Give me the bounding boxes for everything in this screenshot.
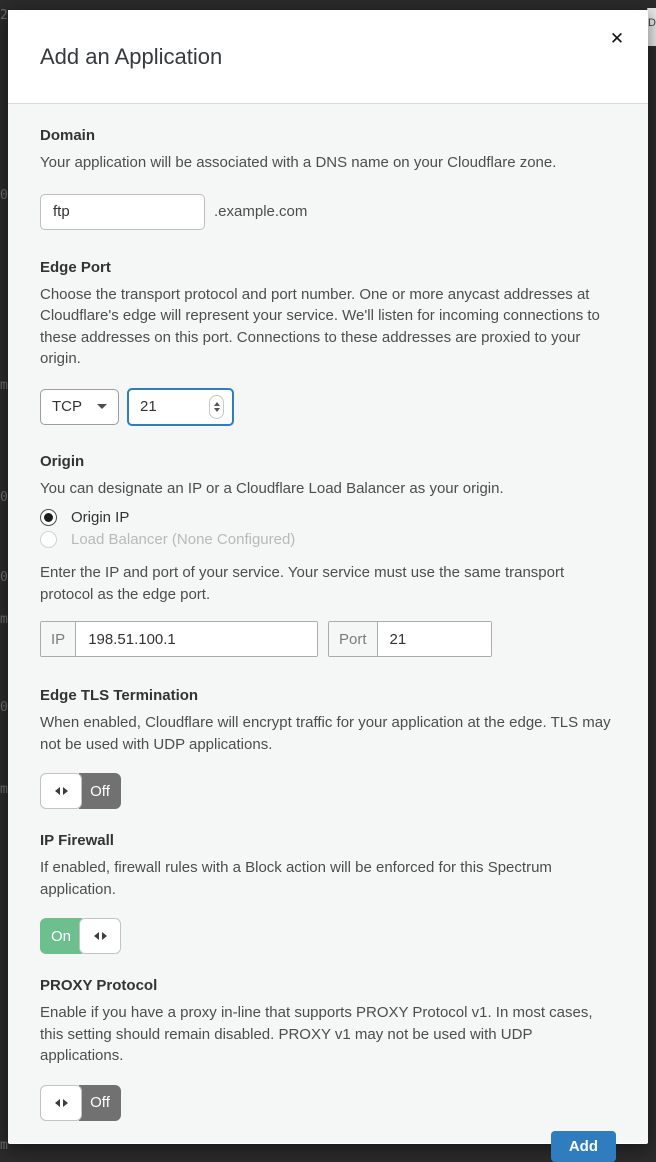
edge-tls-description: When enabled, Cloudflare will encrypt traffic for your application at the edge. TLS may not be used with UDP applications.	[40, 714, 611, 753]
background-text-fragment: 0	[0, 490, 8, 505]
subdomain-input[interactable]	[40, 194, 205, 230]
origin-ip-field[interactable]	[40, 621, 318, 657]
domain-input-row	[40, 194, 616, 230]
radio-disabled-icon	[40, 531, 57, 548]
arrow-left-icon	[94, 932, 99, 940]
add-button[interactable]: Add	[551, 1131, 616, 1162]
arrow-right-icon	[63, 787, 68, 795]
origin-description: You can designate an IP or a Cloudflare Load Balancer as your origin.	[40, 479, 504, 497]
edge-port-label: Edge Port	[40, 258, 111, 276]
arrow-left-icon	[55, 1099, 60, 1107]
radio-load-balancer-label: Load Balancer (None Configured)	[71, 531, 296, 548]
origin-port-value[interactable]: 21	[378, 622, 491, 656]
protocol-selected-value: TCP	[52, 398, 82, 415]
radio-selected-icon[interactable]	[40, 509, 57, 526]
edge-port-description: Choose the transport protocol and port number. One or more anycast addresses at Cloudflare's edge will represent your service. We'll listen for incoming connections to these addresses on this port. Connections to these addresses are proxied to your origin.	[40, 285, 600, 367]
origin-label: Origin	[40, 452, 85, 470]
modal-body	[8, 104, 648, 1155]
arrow-right-icon	[63, 1099, 68, 1107]
domain-description: Your application will be associated with a DNS name on your Cloudflare zone.	[40, 154, 557, 171]
section-ip-firewall	[40, 831, 616, 954]
domain-label: Domain	[40, 127, 96, 144]
modal-title: Add an Application	[40, 44, 223, 69]
ip-prefix-label: IP	[41, 622, 76, 656]
radio-dot	[44, 513, 53, 522]
protocol-select[interactable]	[40, 389, 119, 425]
edge-port-value: 21	[140, 398, 157, 415]
section-proxy-protocol	[40, 976, 616, 1121]
proxy-protocol-toggle[interactable]	[40, 1085, 121, 1121]
ip-firewall-description: If enabled, firewall rules with a Block action will be enforced for this Spectrum application.	[40, 859, 552, 898]
origin-ip-description: Enter the IP and port of your service. Your service must use the same transport protocol as the edge port.	[40, 564, 565, 603]
radio-origin-ip[interactable]	[40, 509, 616, 526]
origin-port-field[interactable]	[328, 621, 492, 657]
toggle-knob-arrows-icon[interactable]	[40, 1085, 82, 1121]
background-text-fragment: 0	[0, 570, 8, 585]
background-text-fragment: m	[0, 612, 8, 627]
stepper-up-icon[interactable]	[214, 402, 220, 406]
background-text-fragment: 2	[0, 8, 8, 23]
background-page-sliver: D	[647, 8, 656, 46]
background-text-fragment: 0	[0, 188, 8, 203]
port-prefix-label: Port	[329, 622, 378, 656]
background-text-fragment: m	[0, 378, 8, 393]
edge-tls-toggle[interactable]	[40, 773, 121, 809]
domain-suffix: .example.com	[214, 203, 308, 220]
modal-footer	[40, 1131, 616, 1162]
background-text-fragment: 0	[0, 700, 8, 715]
edge-port-input[interactable]	[127, 388, 234, 426]
close-icon[interactable]: ✕	[609, 29, 625, 48]
toggle-knob-arrows-icon[interactable]	[79, 918, 121, 954]
edge-tls-toggle-state: Off	[79, 773, 121, 809]
section-edge-port	[40, 258, 616, 426]
section-domain	[40, 126, 616, 230]
ip-firewall-toggle-state: On	[40, 918, 82, 954]
edge-port-controls	[40, 388, 616, 426]
ip-firewall-toggle[interactable]	[40, 918, 121, 954]
section-edge-tls	[40, 686, 616, 809]
edge-tls-label: Edge TLS Termination	[40, 687, 199, 704]
stepper-down-icon[interactable]	[214, 408, 220, 412]
proxy-protocol-toggle-state: Off	[79, 1085, 121, 1121]
modal-header	[8, 10, 648, 104]
number-stepper[interactable]	[209, 395, 224, 419]
chevron-down-icon	[97, 404, 107, 409]
radio-origin-ip-label: Origin IP	[71, 509, 130, 526]
arrow-right-icon	[102, 932, 107, 940]
origin-ip-port-row	[40, 621, 616, 657]
ip-firewall-label: IP Firewall	[40, 832, 114, 849]
section-origin	[40, 452, 616, 658]
background-text-fragment: m	[0, 782, 8, 797]
radio-load-balancer	[40, 531, 616, 548]
add-application-modal	[8, 10, 648, 1155]
background-text-fragment: m	[0, 1138, 8, 1153]
proxy-protocol-description: Enable if you have a proxy in-line that supports PROXY Protocol v1. In most cases, this setting should remain disabled. PROXY v1 may not be used with UDP applications.	[40, 1004, 593, 1064]
proxy-protocol-label: PROXY Protocol	[40, 977, 158, 994]
arrow-left-icon	[55, 787, 60, 795]
toggle-knob-arrows-icon[interactable]	[40, 773, 82, 809]
origin-ip-value[interactable]: 198.51.100.1	[76, 622, 317, 656]
